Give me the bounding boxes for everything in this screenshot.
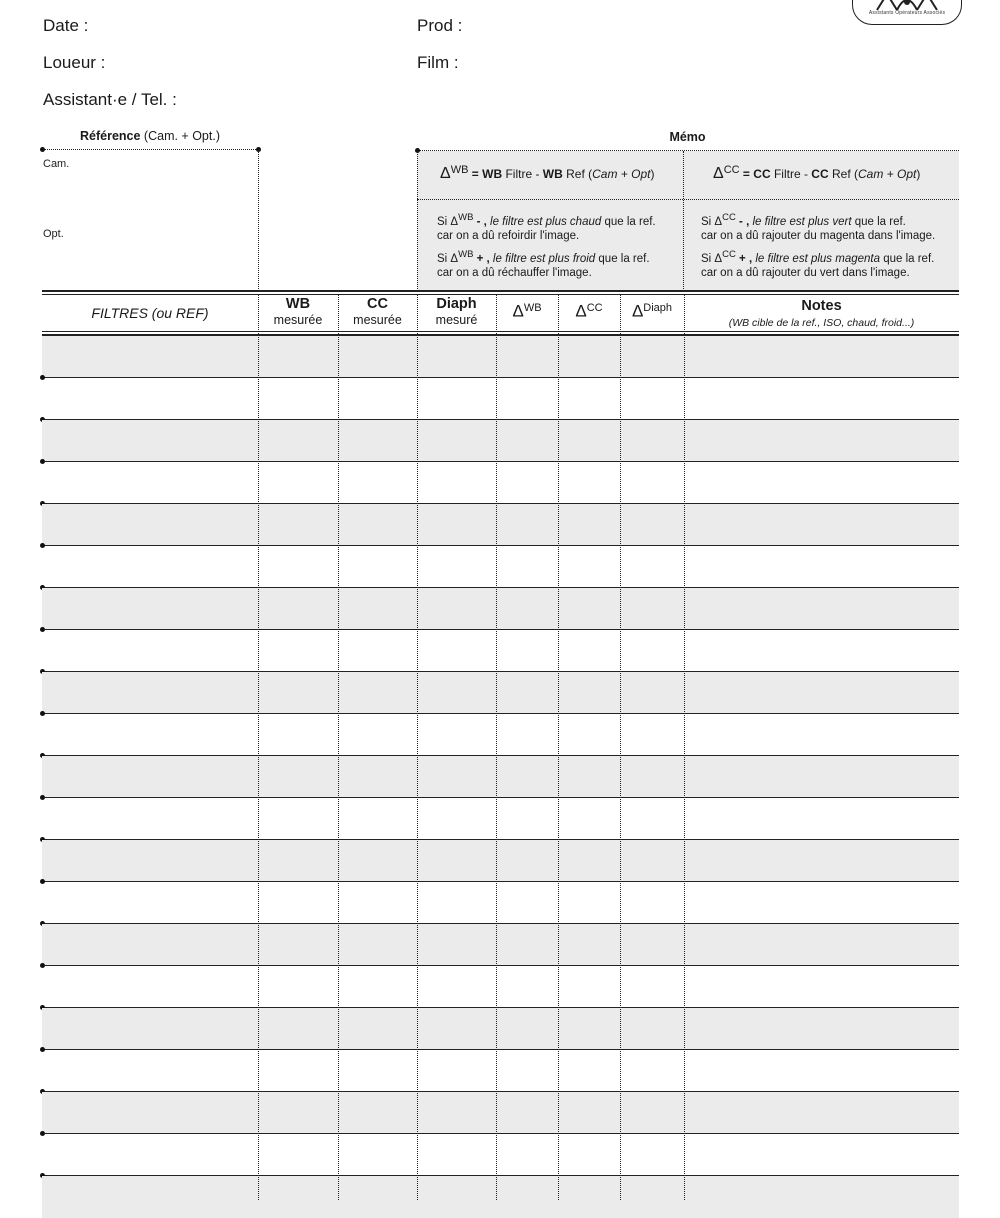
- table-row-shaded[interactable]: [42, 924, 959, 966]
- column-separator: [338, 294, 339, 1200]
- wb-superscript: WB: [523, 302, 542, 314]
- minus-sign: - ,: [735, 215, 750, 228]
- column-header-wb: [258, 296, 338, 328]
- green-text: le filtre est plus vert: [749, 215, 852, 228]
- table-row[interactable]: [42, 546, 959, 588]
- cc-label: CC: [367, 296, 388, 312]
- table-row-shaded[interactable]: [42, 1008, 959, 1050]
- reference-title-bold: Référence: [80, 129, 141, 143]
- assistant-label: Assistant·e / Tel. :: [43, 90, 177, 109]
- column-header-notes: [684, 298, 959, 331]
- table-row[interactable]: [42, 798, 959, 840]
- wb-superscript: WB: [450, 164, 469, 176]
- wb-superscript: WB: [458, 249, 474, 260]
- wb-plus-line2: car on a dû réchauffer l'image.: [437, 266, 592, 279]
- wb-close: ): [650, 167, 655, 181]
- si-text: Si: [437, 252, 451, 265]
- cc-superscript: CC: [722, 249, 736, 260]
- table-row-shaded[interactable]: [42, 1176, 959, 1218]
- column-header-filtres: [42, 306, 258, 321]
- wb-superscript: WB: [458, 212, 474, 223]
- film-label: Film :: [417, 53, 459, 72]
- cc-superscript: CC: [586, 302, 603, 314]
- column-separator: [684, 294, 685, 1200]
- wb-label: WB: [285, 296, 311, 312]
- table-row[interactable]: [42, 966, 959, 1008]
- cc-minus-line2: car on a dû rajouter du magenta dans l'image.: [701, 229, 936, 242]
- si-text: Si: [701, 215, 715, 228]
- column-separator: [558, 294, 559, 1200]
- ref-text: que la ref.: [595, 252, 650, 265]
- wb-sub-label: mesurée: [273, 313, 323, 327]
- delta-symbol: Δ: [713, 165, 724, 182]
- minus-sign: - ,: [473, 215, 487, 228]
- column-header-diaph: [417, 296, 496, 328]
- table-row[interactable]: [42, 462, 959, 504]
- delta-symbol: Δ: [450, 252, 459, 265]
- table-row-shaded[interactable]: [42, 336, 959, 378]
- warm-text: le filtre est plus chaud: [486, 215, 602, 228]
- table-row-shaded[interactable]: [42, 756, 959, 798]
- delta-symbol: Δ: [714, 252, 723, 265]
- cc-italic: Cam + Opt: [857, 167, 917, 181]
- ref-text: que la ref.: [851, 215, 906, 228]
- wb-bold-b: WB: [542, 167, 563, 181]
- date-label: Date :: [43, 16, 89, 35]
- table-row-shaded[interactable]: [42, 840, 959, 882]
- column-separator: [417, 294, 418, 1200]
- memo-divider-line: [417, 199, 959, 200]
- memo-cc-plus: [701, 248, 934, 280]
- delta-symbol: Δ: [631, 301, 644, 321]
- plus-sign: + ,: [473, 252, 490, 265]
- cc-rest-a: Filtre -: [770, 167, 812, 181]
- column-separator: [258, 294, 259, 1200]
- cc-superscript: CC: [723, 164, 740, 176]
- plus-sign: + ,: [735, 252, 753, 265]
- notes-sub-label: (WB cible de la ref., ISO, chaud, froid...): [728, 317, 915, 329]
- table-row-shaded[interactable]: [42, 588, 959, 630]
- delta-symbol: Δ: [440, 165, 451, 182]
- reference-title-rest: (Cam. + Opt.): [140, 129, 220, 143]
- column-header-cc: [338, 296, 417, 328]
- delta-symbol: Δ: [450, 215, 459, 228]
- memo-wb-formula: [440, 164, 655, 183]
- table-row[interactable]: [42, 630, 959, 672]
- memo-left-line: [417, 151, 418, 291]
- memo-cc-formula: [713, 164, 920, 183]
- reference-title: [42, 129, 258, 143]
- si-text: Si: [437, 215, 451, 228]
- memo-wb-minus: [437, 211, 656, 243]
- ref-text: que la ref.: [880, 252, 935, 265]
- diaph-label: Diaph: [436, 296, 477, 312]
- memo-title: Mémo: [669, 130, 706, 144]
- delta-symbol: Δ: [714, 215, 723, 228]
- memo-wb-plus: [437, 248, 650, 280]
- table-row[interactable]: [42, 714, 959, 756]
- equals-sign: =: [471, 167, 479, 181]
- cc-superscript: CC: [722, 212, 736, 223]
- column-header-delta-cc: [558, 301, 620, 320]
- table-row[interactable]: [42, 378, 959, 420]
- wb-rest-a: Filtre -: [502, 167, 543, 181]
- wb-rest-b: Ref (: [562, 167, 593, 181]
- equals-sign: =: [742, 167, 750, 181]
- loueur-label: Loueur :: [43, 53, 106, 72]
- table-row-shaded[interactable]: [42, 1092, 959, 1134]
- table-header-top-rule-a: [42, 290, 959, 292]
- delta-symbol: Δ: [575, 301, 587, 321]
- table-row[interactable]: [42, 1050, 959, 1092]
- cam-label: Cam.: [43, 158, 70, 170]
- notes-label: Notes: [801, 298, 842, 314]
- table-header-bottom-rule-a: [42, 331, 959, 332]
- delta-symbol: Δ: [512, 301, 524, 321]
- cc-plus-line2: car on a dû rajouter du vert dans l'image.: [701, 266, 910, 279]
- cc-bold-a: CC: [753, 167, 771, 181]
- table-row[interactable]: [42, 882, 959, 924]
- reference-right-line: [258, 150, 259, 291]
- memo-top-line: [417, 150, 959, 151]
- column-separator: [620, 294, 621, 1200]
- column-separator: [496, 294, 497, 1200]
- diaph-superscript: Diaph: [643, 302, 673, 314]
- table-header-top-rule-b: [42, 294, 959, 295]
- cold-text: le filtre est plus froid: [489, 252, 596, 265]
- prod-label: Prod :: [417, 16, 463, 35]
- cc-bold-b: CC: [811, 167, 829, 181]
- wb-italic: Cam + Opt: [592, 167, 651, 181]
- cc-close: ): [916, 167, 921, 181]
- column-header-delta-diaph: [620, 301, 684, 320]
- logo-tagline: Assistants Opérateurs Associés: [868, 10, 946, 16]
- filtres-label: FILTRES (ou REF): [91, 305, 209, 321]
- aoa-logo: [852, 0, 962, 25]
- table-row[interactable]: [42, 1134, 959, 1176]
- table-row-shaded[interactable]: [42, 672, 959, 714]
- table-row-shaded[interactable]: [42, 504, 959, 546]
- cc-sub-label: mesurée: [353, 313, 402, 327]
- reference-dot-left: [40, 147, 45, 152]
- memo-middle-line: [683, 151, 684, 291]
- magenta-text: le filtre est plus magenta: [752, 252, 880, 265]
- memo-cc-minus: [701, 211, 935, 243]
- cc-rest-b: Ref (: [828, 167, 858, 181]
- table-row-shaded[interactable]: [42, 420, 959, 462]
- wb-minus-line2: car on a dû refoirdir l'image.: [437, 229, 580, 242]
- diaph-sub-label: mesuré: [435, 313, 478, 327]
- ref-text: que la ref.: [601, 215, 656, 228]
- opt-label: Opt.: [43, 228, 64, 240]
- wb-bold-a: WB: [482, 167, 503, 181]
- reference-top-line: [42, 149, 258, 150]
- column-header-delta-wb: [496, 301, 558, 320]
- si-text: Si: [701, 252, 715, 265]
